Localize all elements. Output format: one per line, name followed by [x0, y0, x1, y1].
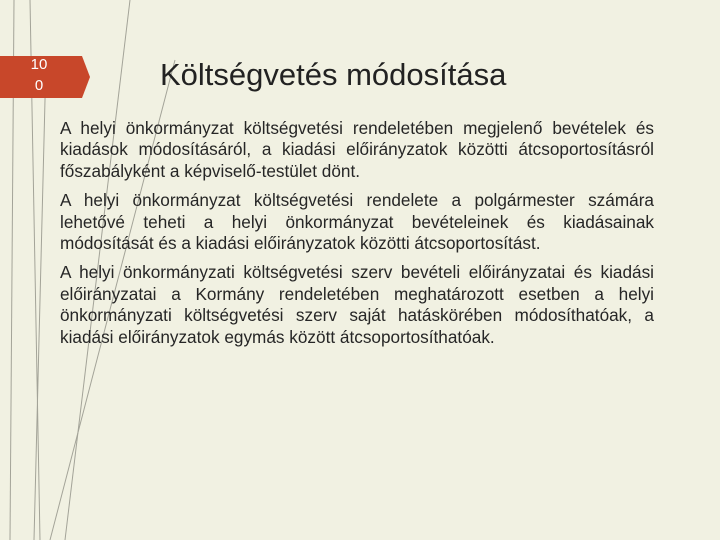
slide-number-line-2: 0: [34, 77, 44, 94]
slide-content: [60, 118, 654, 356]
paragraph-1: A helyi önkormányzat költségvetési rendeletében megjelenő bevételek és kiadások módosításáról, a kiadási előirányzatok közötti átcsoportosításról főszabályként a képviselő-testület dönt.: [60, 118, 654, 181]
paragraph-3: A helyi önkormányzati költségvetési szerv bevételi előirányzatai és kiadási előirányzatai a Kormány rendeletében meghatározott esetben a helyi önkormányzati költségvetési szerv saját hatáskörében módosíthatóak, a kiadási előirányzatok egymás között átcsoportosíthatóak.: [60, 262, 654, 347]
slide-number-line-1: 10: [30, 56, 48, 73]
paragraph-2: A helyi önkormányzat költségvetési rendelete a polgármester számára lehetővé teheti a helyi önkormányzat bevételeinek és kiadásainak módosítását és a kiadási előirányzatok közötti átcsoportosítást.: [60, 190, 654, 254]
slide-number: [0, 54, 78, 102]
slide-title: Költségvetés módosítása: [160, 57, 507, 92]
